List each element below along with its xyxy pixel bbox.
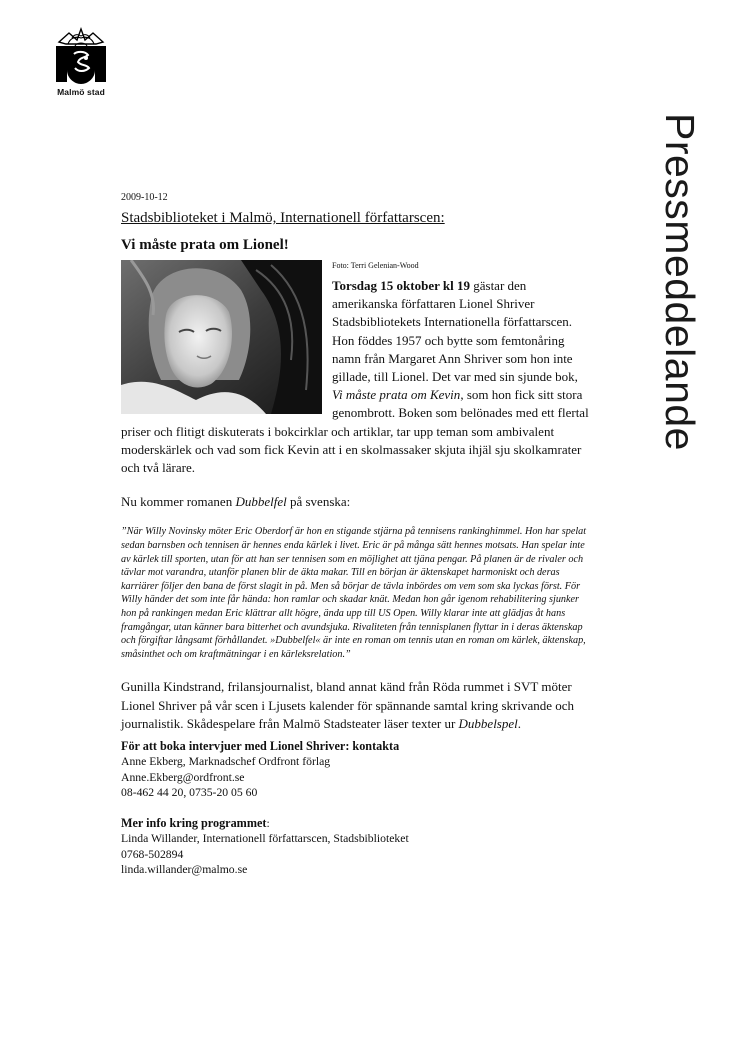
intro-paragraph: Torsdag 15 oktober kl 19 gästar den amerikanska författaren Lionel Shriver Stadsbibliotekets Internationella författarscen. Hon föddes 1957 och bytte som femtonåring namn från Margaret Ann Shriver som hon inte gillade, till Lionel. Det var med sin sjunde bok, Vi måste prata om Kevin, som hon fick sitt stora genombrott. Boken som belönades med ett flertal priser och flitigt diskuterats i bokcirklar och artiklar, tar upp teman som ambivalent moderskärlek och vad som fick Kevin att i en skolmassaker skjuta ihjäl sju skolkamrater och två lärare. bbox=[121, 278, 589, 476]
release-date: 2009-10-12 bbox=[121, 192, 168, 203]
contact-name-willander: Linda Willander, Internationell författarscen, Stadsbiblioteket bbox=[121, 832, 409, 846]
pressmeddelande-vertical-title bbox=[655, 113, 705, 558]
book-title-dubbelfel: Dubbelfel bbox=[235, 494, 287, 510]
coat-of-arms-icon bbox=[50, 24, 112, 86]
program-contact-heading: Mer info kring programmet bbox=[121, 816, 267, 831]
side-title-text: Pressmeddelande bbox=[657, 113, 703, 451]
event-paragraph: Gunilla Kindstrand, frilansjournalist, bland annat känd från Röda rummet i SVT möter Lionel Shriver på vår scen i Ljusets kalender för spännande samtal kring skrivande och journalistik. Skådespelare från Malmö Stadsteater läser texter ur Dubbelspel. bbox=[121, 679, 575, 731]
press-release-body bbox=[121, 192, 591, 877]
interview-contact-heading: För att boka intervjuer med Lionel Shriver: kontakta bbox=[121, 738, 400, 753]
book-title-dubbelspel: Dubbelspel bbox=[458, 715, 518, 731]
photo-credit: Foto: Terri Gelenian-Wood bbox=[332, 261, 419, 270]
contact-phone-ekberg: 08-462 44 20, 0735-20 05 60 bbox=[121, 785, 258, 799]
book-title-kevin: Vi måste prata om Kevin bbox=[332, 387, 461, 403]
logo-text: Malmö stad bbox=[57, 87, 105, 97]
novel-announcement: Nu kommer romanen Dubbelfel på svenska: bbox=[121, 494, 351, 510]
contact-phone-willander: 0768-502894 bbox=[121, 847, 184, 861]
contact-section bbox=[121, 739, 591, 877]
contact-email-ekberg[interactable]: Anne.Ekberg@ordfront.se bbox=[121, 770, 245, 784]
book-synopsis-quote: ”När Willy Novinsky möter Eric Oberdorf är hon en stigande stjärna på tennisens rankinghimmel. Hon har spelat sedan barnsben och tennisen är hennes enda kärlek i livet. Eric är på många sätt hennes motsats. Han spelar inte av kärlek till sporten, utan för att han ser tennisen som en möjlighet att tjäna pengar. På planen är de rivaler och tävlar mot varandra, utanför planen blir de äkta makar. Till en början är äktenskapet harmoniskt och deras karriärer följer den bana de först slagit in på. Men så börjar de tävla inbördes om vem som ska lyckas först. För Willy händer det som inte får hända: hon ramlar och skadar knät. Medan hon går igenom rehabilitering sjunker hon på rankingen medan Eric klättrar allt högre, ända upp till US Open. Willy klarar inte att glädjas åt hans framgångar, utan känner bara bitterhet och avundsjuka. Rivaliteten från tennisplanen flyttar in i deras äktenskap och förgiftar långsamt förhållandet. »Dubbelfel« är inte en roman om tennis utan en roman om kärlek, äktenskap, småsinthet och om kraftmätningar i en kärleksrelation.” bbox=[121, 526, 587, 660]
author-photo bbox=[121, 260, 322, 414]
contact-name-ekberg: Anne Ekberg, Marknadschef Ordfront förlag bbox=[121, 755, 331, 769]
author-portrait-image bbox=[121, 260, 322, 414]
event-datetime: Torsdag 15 oktober kl 19 bbox=[332, 278, 470, 293]
headline: Stadsbiblioteket i Malmö, Internationell författarscen: bbox=[121, 210, 445, 226]
subtitle: Vi måste prata om Lionel! bbox=[121, 237, 289, 253]
contact-email-willander[interactable]: linda.willander@malmo.se bbox=[121, 863, 248, 877]
malmo-stad-logo bbox=[50, 24, 112, 100]
program-contact-heading-line: Mer info kring programmet: bbox=[121, 816, 270, 831]
